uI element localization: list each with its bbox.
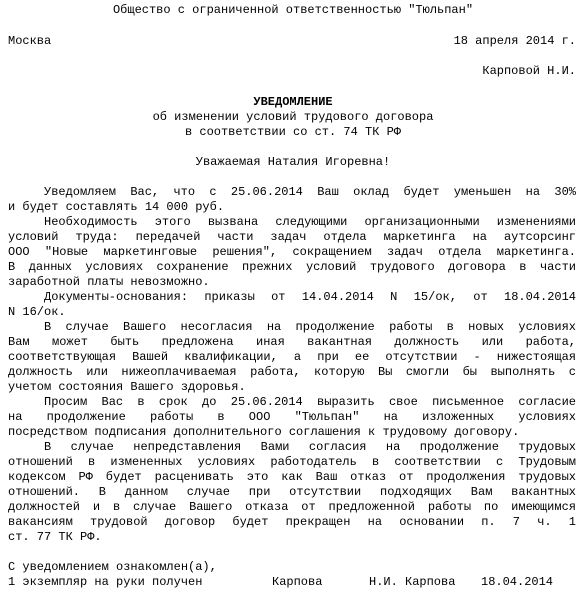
paragraph-3-line: N 16/ок. [8, 305, 66, 319]
paragraph-6-line: В случае непредставления Вами согласия на продолжение трудовых [44, 440, 576, 454]
paragraph-6-line: отношений. В данном случае при отсутствии подходящих Вам вакантных [8, 485, 576, 499]
paragraph-3-line: Документы-основания: приказы от 14.04.2014 N 15/ок, от 18.04.2014 [44, 290, 576, 304]
paragraph-6-line: ст. 77 ТК РФ. [8, 530, 102, 544]
paragraph-2-line: ООО "Новые маркетинговые решения", сокращением задач отдела маркетинга. [8, 245, 576, 259]
paragraph-6-line: кодексом РФ будет расценивать это как Ваш отказ от продолжения трудовых [8, 470, 576, 484]
document-subtitle-law: в соответствии со ст. 74 ТК РФ [184, 125, 402, 139]
salutation: Уважаемая Наталия Игоревна! [195, 155, 391, 169]
organization-name: Общество с ограниченной ответственностью "Тюльпан" [112, 3, 474, 17]
paragraph-2-line: заработной платы невозможно. [8, 275, 210, 289]
signer-name: Н.И. Карпова [369, 575, 456, 589]
addressee: Карповой Н.И. [482, 64, 576, 78]
signature-date: 18.04.2014 [481, 575, 554, 589]
paragraph-6-line: должностей и в случае Вашего отказа от предложенной работы по имеющимся [8, 500, 576, 514]
paragraph-4-line: учетом состояния Вашего здоровья. [8, 380, 246, 394]
signature: Карпова [272, 575, 323, 589]
copy-received-text: 1 экземпляр на руки получен [8, 575, 203, 589]
paragraph-2-line: условий труда: передачей части задач отдела маркетинга на аутсорсинг [8, 230, 576, 244]
paragraph-4-line: соответствующая Вашей квалификации, а при ее отсутствии - нижестоящая [8, 350, 576, 364]
city: Москва [8, 34, 52, 48]
paragraph-1-line: и будет составлять 14 000 руб. [8, 200, 225, 214]
paragraph-2-line: Необходимость этого вызвана следующими организационными изменениями [44, 215, 576, 229]
paragraph-6-line: отношений в измененных условиях работодатель в соответствии с Трудовым [8, 455, 576, 469]
paragraph-5-line: посредством подписания дополнительного соглашения к трудовому договору. [8, 425, 520, 439]
paragraph-4-line: должность или нижеоплачиваемая работа, которую Вы смогли бы выполнять с [8, 365, 576, 379]
paragraph-5-line: Просим Вас в срок до 25.06.2014 выразить свое письменное согласие [44, 395, 576, 409]
paragraph-6-line: вакансиям трудовой договор будет прекращен на основании п. 7 ч. 1 [8, 515, 576, 529]
paragraph-4-line: Вам может быть предложена иная вакантная должность или работа, [8, 335, 576, 349]
paragraph-5-line: на продолжение работы в ООО "Тюльпан" на изложенных условиях [8, 410, 576, 424]
paragraph-1-line: Уведомляем Вас, что с 25.06.2014 Ваш оклад будет уменьшен на 30% [44, 185, 576, 199]
document-heading: УВЕДОМЛЕНИЕ [253, 95, 333, 109]
document-subtitle: об изменении условий трудового договора [152, 110, 434, 124]
document-date: 18 апреля 2014 г. [453, 34, 576, 48]
acknowledgement-text: С уведомлением ознакомлен(а), [8, 560, 217, 574]
paragraph-4-line: В случае Вашего несогласия на продолжение работы в новых условиях [44, 320, 576, 334]
paragraph-2-line: В данных условиях сохранение прежних условий трудового договора в части [8, 260, 576, 274]
